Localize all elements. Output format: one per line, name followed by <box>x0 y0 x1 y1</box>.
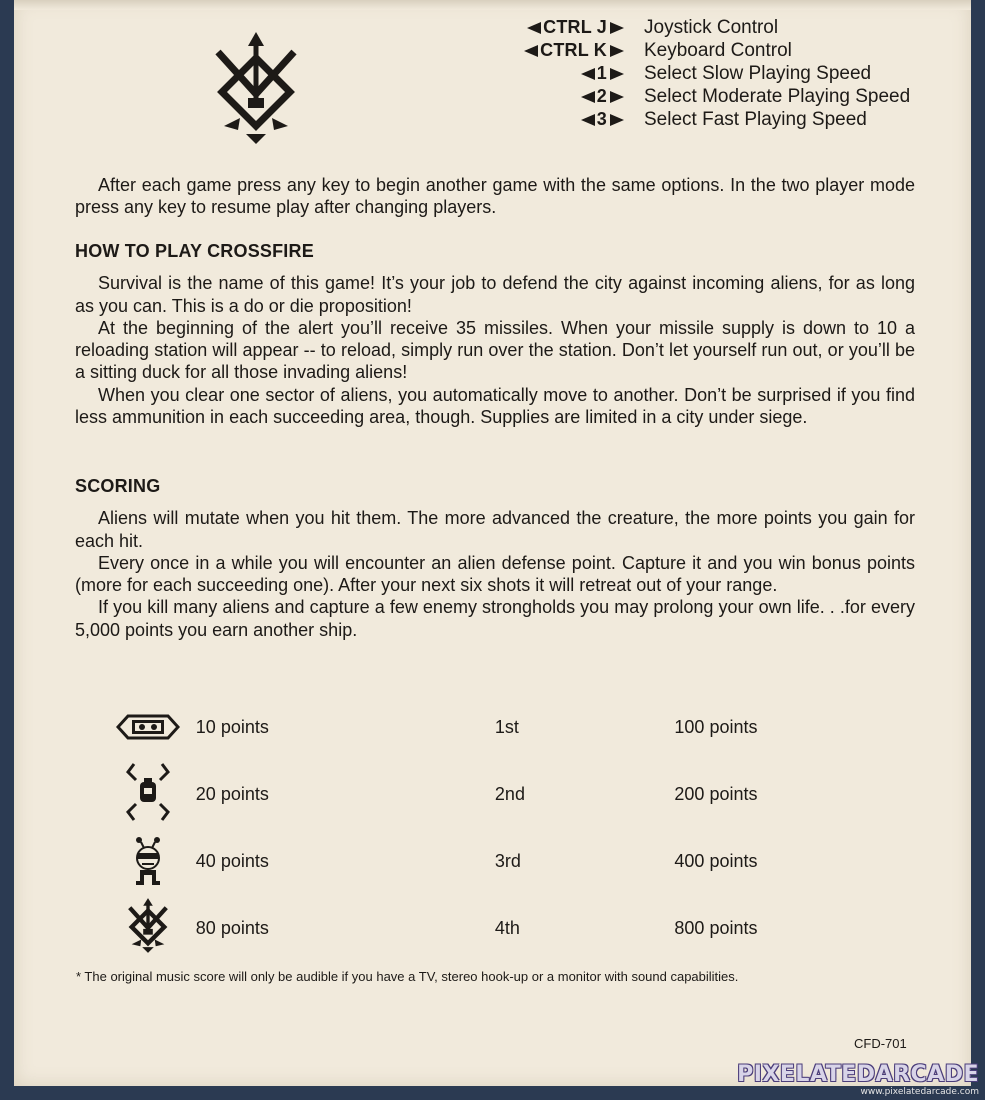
key-row <box>490 85 910 108</box>
scoring-paragraph: Aliens will mutate when you hit them. The more advanced the creature, the more points you gain for each hit. <box>75 508 915 551</box>
manual-page <box>14 0 971 1086</box>
key-combo <box>490 17 624 38</box>
right-triangle-icon <box>610 91 624 103</box>
bonus-points: 400 points <box>674 850 758 871</box>
key-combo <box>490 63 624 84</box>
how-to-play-paragraph: When you clear one sector of aliens, you automatically move to another. Don’t be surprised if you find less ammunition in each succeeding area, though. Supplies are limited in a city under siege. <box>75 384 915 428</box>
key-combo <box>490 109 624 130</box>
key-action: Keyboard Control <box>644 39 792 61</box>
watermark-url: www.pixelatedarcade.com <box>860 1087 979 1097</box>
page-top-edge <box>14 0 971 10</box>
score-row <box>114 705 814 749</box>
alien-points: 20 points <box>195 783 269 804</box>
stronghold-rank: 2nd <box>494 783 525 804</box>
left-triangle-icon <box>581 68 595 80</box>
key-row <box>490 108 910 131</box>
score-row <box>114 906 814 950</box>
intro-paragraph: After each game press any key to begin another game with the same options. In the two player mode press any key to resume play after changing players. <box>75 175 915 218</box>
crossfire-emblem-icon <box>204 32 308 148</box>
scoring-heading: SCORING <box>75 476 161 496</box>
right-triangle-icon <box>610 45 624 57</box>
key-label: 1 <box>596 63 607 83</box>
score-row <box>114 839 814 883</box>
how-to-play-section <box>75 240 915 428</box>
scoring-section <box>75 475 915 641</box>
how-to-play-paragraph: At the beginning of the alert you’ll receive 35 missiles. When your missile supply is down to 10 a reloading station will appear -- to reload, simply run over the station. Don’t let yourself run out, or you’ll be a sitting duck for all those invading aliens! <box>75 317 915 383</box>
key-action: Select Fast Playing Speed <box>644 108 867 130</box>
key-row <box>490 39 910 62</box>
key-label: 2 <box>596 86 607 106</box>
music-footnote: * The original music score will only be audible if you have a TV, stereo hook-up or a monitor with sound capabilities. <box>76 969 739 984</box>
key-action: Joystick Control <box>644 16 779 38</box>
alien-points: 10 points <box>195 716 269 737</box>
key-label: CTRL J <box>543 17 607 37</box>
key-row <box>490 62 910 85</box>
left-triangle-icon <box>524 45 538 57</box>
saucer-alien-icon <box>114 705 182 749</box>
stronghold-rank: 1st <box>494 716 519 737</box>
product-code: CFD-701 <box>854 1036 907 1051</box>
right-triangle-icon <box>610 68 624 80</box>
key-label: 3 <box>596 109 607 129</box>
control-key-list <box>490 16 910 131</box>
left-triangle-icon <box>581 114 595 126</box>
right-triangle-icon <box>610 114 624 126</box>
key-combo <box>490 86 624 107</box>
scoring-paragraph: If you kill many aliens and capture a few enemy strongholds you may prolong your own life. . .for every 5,000 points you earn another ship. <box>75 597 915 640</box>
key-row <box>490 16 910 39</box>
stronghold-rank: 3rd <box>494 850 521 871</box>
how-to-play-paragraph: Survival is the name of this game! It’s your job to defend the city against incoming aliens, for as long as you can. This is a do or die proposition! <box>75 273 915 316</box>
bonus-points: 800 points <box>674 917 758 938</box>
score-row <box>114 772 814 816</box>
stronghold-rank: 4th <box>494 917 520 938</box>
left-triangle-icon <box>581 91 595 103</box>
antenna-alien-icon <box>114 839 182 883</box>
left-triangle-icon <box>527 22 541 34</box>
right-triangle-icon <box>610 22 624 34</box>
intro-section <box>75 174 915 219</box>
key-label: CTRL K <box>540 40 607 60</box>
watermark <box>737 1063 979 1097</box>
key-combo <box>490 40 624 61</box>
key-action: Select Slow Playing Speed <box>644 62 872 84</box>
emblem-alien-icon <box>114 906 182 950</box>
alien-points: 40 points <box>195 850 269 871</box>
bonus-points: 200 points <box>674 783 758 804</box>
scoring-paragraph: Every once in a while you will encounter an alien defense point. Capture it and you win bonus points (more for each succeeding one). After your next six shots it will retreat out of your range. <box>75 552 915 596</box>
spider-alien-icon <box>114 772 182 816</box>
bonus-points: 100 points <box>674 716 758 737</box>
key-action: Select Moderate Playing Speed <box>644 85 911 107</box>
how-to-play-heading: HOW TO PLAY CROSSFIRE <box>75 241 314 261</box>
watermark-title: PIXELATEDARCADE <box>737 1062 979 1087</box>
alien-points: 80 points <box>195 917 269 938</box>
